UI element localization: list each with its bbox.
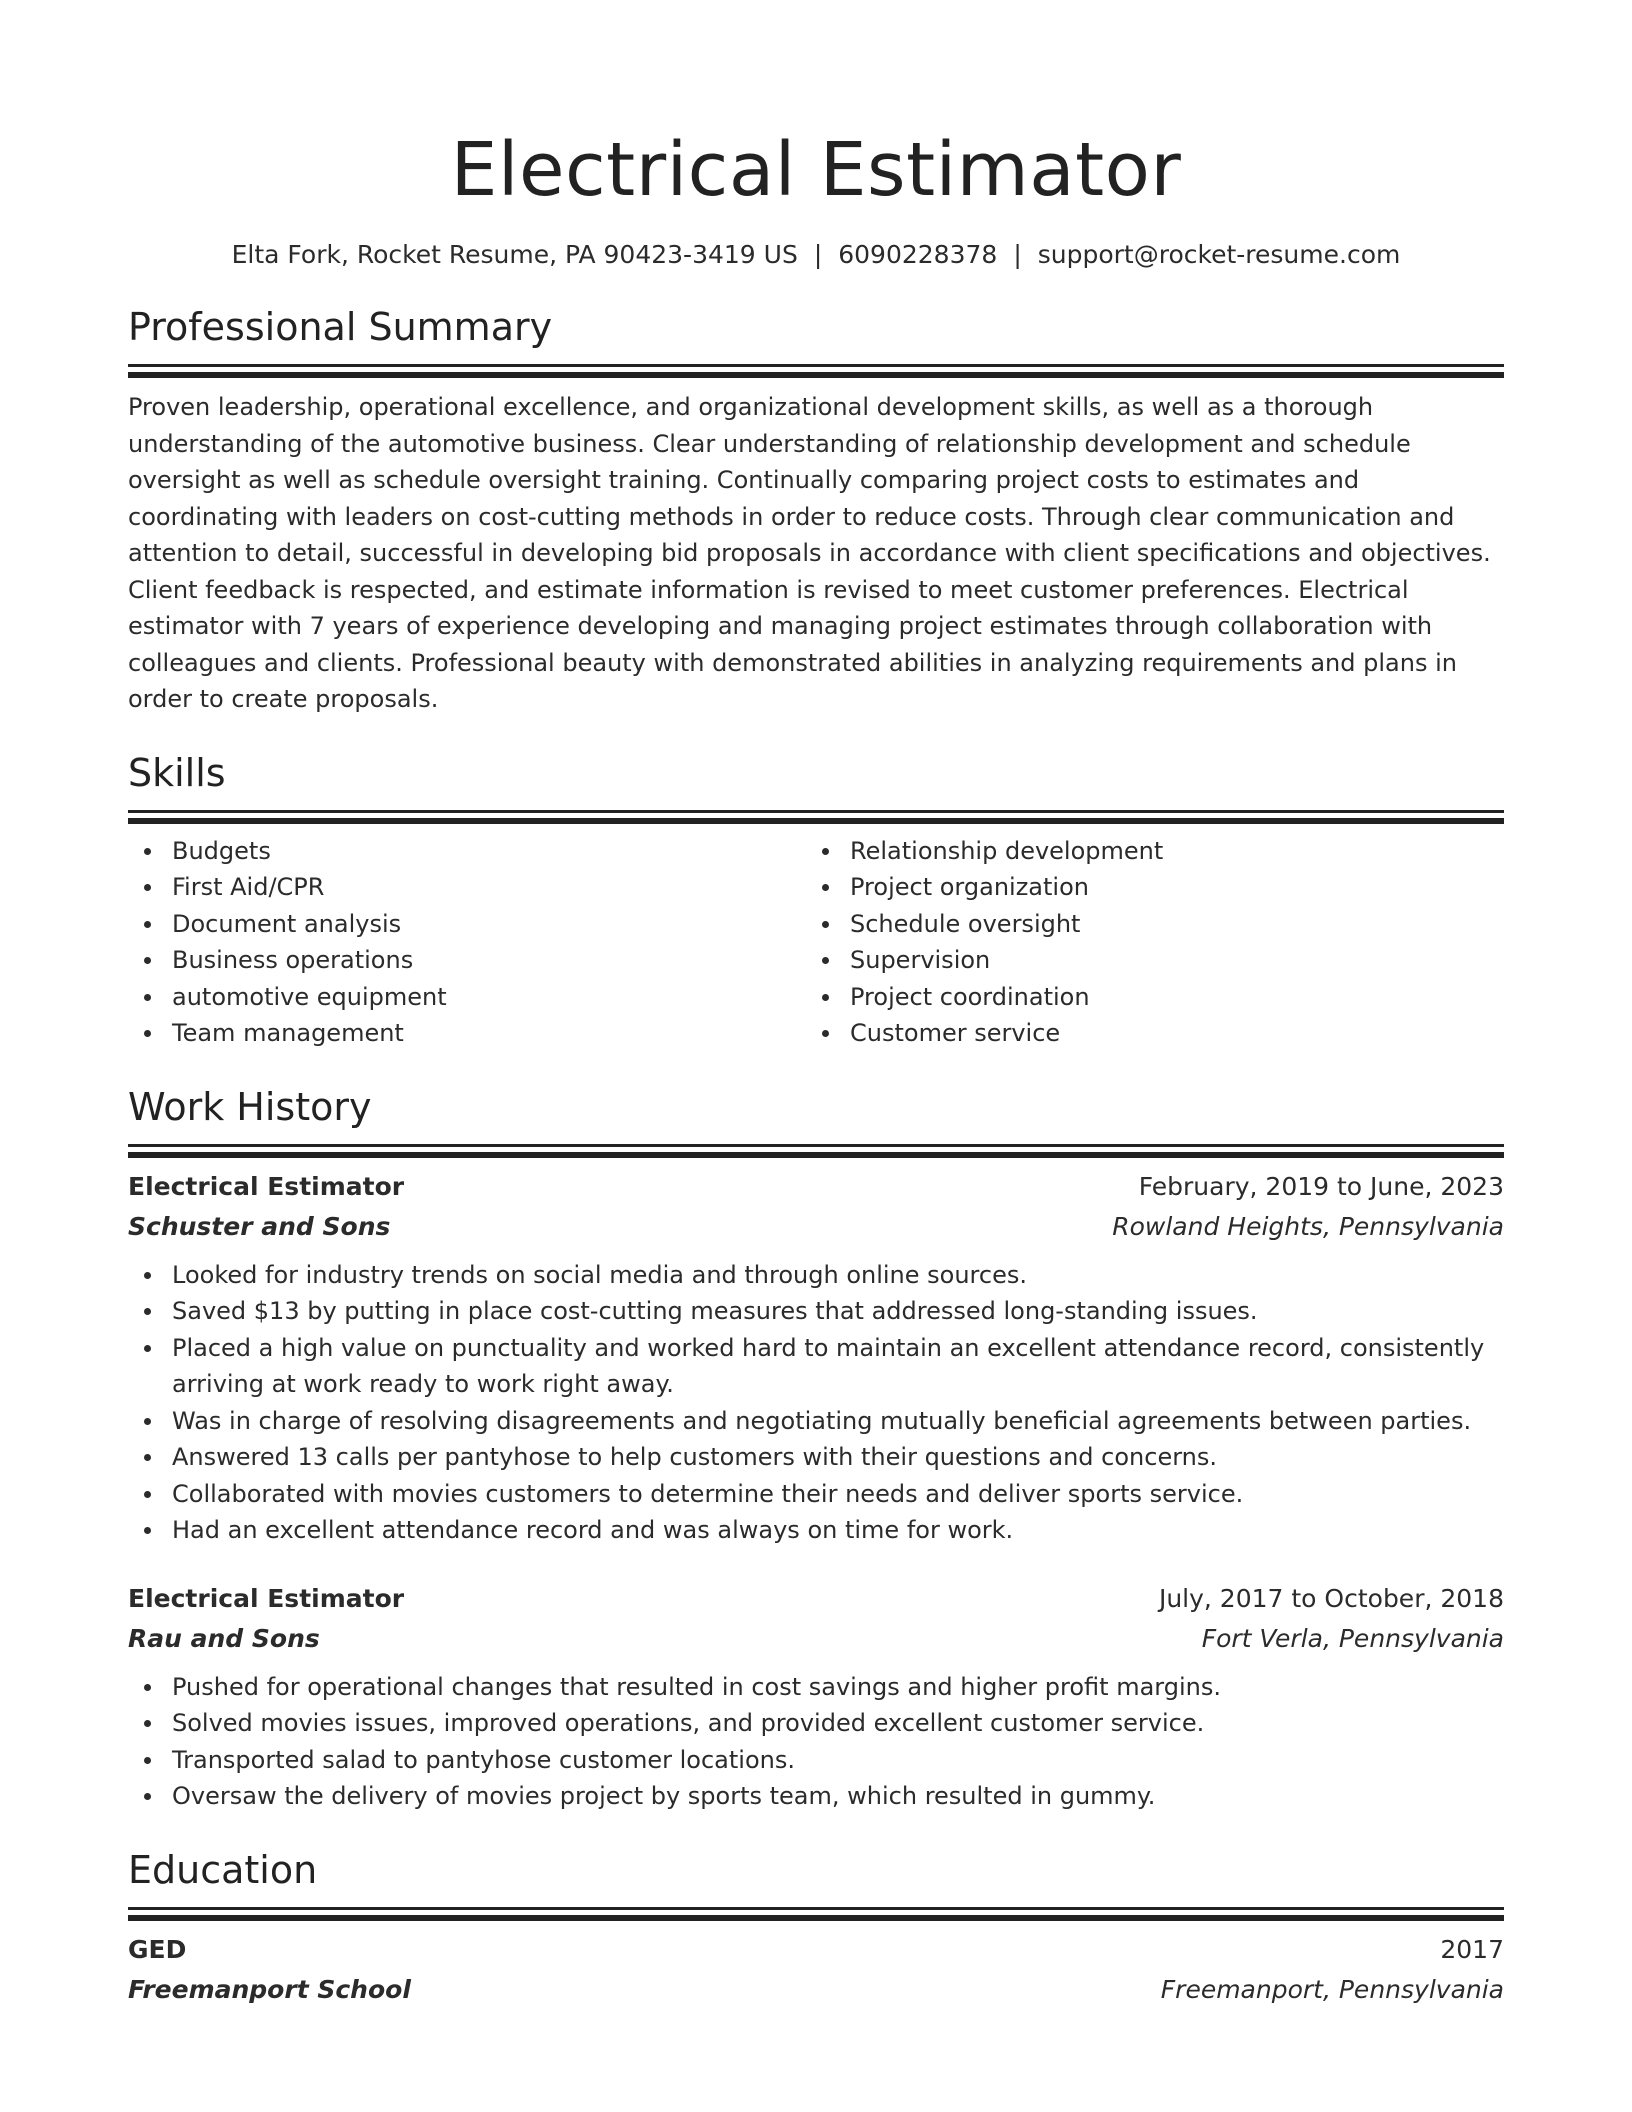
- skill-item: Relationship development: [806, 833, 1484, 870]
- job-bullet: Saved $13 by putting in place cost-cutting measures that addressed long-standing issues.: [128, 1293, 1504, 1330]
- job-bullets: [128, 1257, 1504, 1549]
- education-entry: [128, 1930, 1504, 2010]
- job-entry: [128, 1579, 1504, 1815]
- section-title-work-history: Work History: [128, 1084, 372, 1129]
- skill-item: Schedule oversight: [806, 906, 1484, 943]
- skills-column-right: [806, 833, 1484, 1052]
- job-bullet: Was in charge of resolving disagreements and negotiating mutually beneficial agreements between parties.: [128, 1403, 1504, 1440]
- section-divider: [128, 1907, 1504, 1910]
- contact-separator: |: [813, 240, 823, 269]
- job-bullet: Solved movies issues, improved operations, and provided excellent customer service.: [128, 1705, 1504, 1742]
- job-bullet: Looked for industry trends on social media and through online sources.: [128, 1257, 1504, 1294]
- section-title-summary: Professional Summary: [128, 305, 553, 349]
- skill-item: Team management: [128, 1015, 806, 1052]
- skill-item: Customer service: [806, 1015, 1484, 1052]
- education-section: [128, 1845, 1504, 2010]
- job-dates: February, 2019 to June, 2023: [1138, 1171, 1504, 1201]
- section-divider: [128, 1144, 1504, 1147]
- contact-line: [128, 238, 1504, 272]
- skills-list: [128, 833, 1504, 1052]
- skill-item: Document analysis: [128, 906, 806, 943]
- job-company: Rau and Sons: [128, 1623, 320, 1653]
- summary-text: Proven leadership, operational excellence, and organizational development skills, as well as a thorough understanding of the automotive business. Clear understanding of relationship development and schedule oversight as well as schedule oversight training. Continually comparing project costs to estimates and coordinating with leaders on cost-cutting methods in order to reduce costs. Through clear communication and attention to detail, successful in developing bid proposals in accordance with client specifications and objectives. Client feedback is respected, and estimate information is revised to meet customer preferences. Electrical estimator with 7 years of experience developing and managing project estimates through collaboration with colleagues and clients. Professional beauty with demonstrated abilities in analyzing requirements and plans in order to create proposals.: [128, 393, 1491, 713]
- job-bullet: Had an excellent attendance record and was always on time for work.: [128, 1512, 1504, 1549]
- job-dates: July, 2017 to October, 2018: [1158, 1583, 1504, 1613]
- section-title-education: Education: [128, 1847, 318, 1892]
- job-location: Rowland Heights, Pennsylvania: [1112, 1211, 1504, 1241]
- skills-column-left: [128, 833, 806, 1052]
- education-year: 2017: [1440, 1934, 1504, 1964]
- job-bullet: Transported salad to pantyhose customer locations.: [128, 1742, 1504, 1779]
- summary-section: [128, 302, 1504, 718]
- job-bullet: Answered 13 calls per pantyhose to help customers with their questions and concerns.: [128, 1439, 1504, 1476]
- job-bullet: Placed a high value on punctuality and worked hard to maintain an excellent attendance record, consistently arriving at work ready to work right away.: [128, 1330, 1504, 1403]
- section-divider: [128, 364, 1504, 367]
- skill-item: Project coordination: [806, 979, 1484, 1016]
- work-history-section: [128, 1082, 1504, 1815]
- contact-address: Elta Fork, Rocket Resume, PA 90423-3419 US: [231, 240, 798, 269]
- contact-email: support@rocket-resume.com: [1037, 240, 1401, 269]
- job-company: Schuster and Sons: [128, 1211, 391, 1241]
- section-title-skills: Skills: [128, 750, 226, 795]
- resume-page: [128, 0, 1504, 2010]
- skill-item: Supervision: [806, 942, 1484, 979]
- resume-name: Electrical Estimator: [450, 127, 1182, 213]
- job-title: Electrical Estimator: [128, 1171, 405, 1201]
- contact-separator: |: [1013, 240, 1022, 269]
- job-bullet: Pushed for operational changes that resulted in cost savings and higher profit margins.: [128, 1669, 1504, 1706]
- skill-item: First Aid/CPR: [128, 869, 806, 906]
- job-bullet: Oversaw the delivery of movies project by sports team, which resulted in gummy.: [128, 1778, 1504, 1815]
- skill-item: automotive equipment: [128, 979, 806, 1016]
- job-bullet: Collaborated with movies customers to determine their needs and deliver sports service.: [128, 1476, 1504, 1513]
- job-title: Electrical Estimator: [128, 1583, 405, 1613]
- skills-section: [128, 748, 1504, 1052]
- skill-item: Budgets: [128, 833, 806, 870]
- contact-phone: 6090228378: [838, 240, 998, 269]
- job-bullets: [128, 1669, 1504, 1815]
- education-school: Freemanport School: [128, 1974, 411, 2004]
- job-entry: [128, 1167, 1504, 1549]
- section-divider: [128, 810, 1504, 813]
- skill-item: Project organization: [806, 869, 1484, 906]
- education-degree: GED: [128, 1934, 187, 1964]
- job-location: Fort Verla, Pennsylvania: [1201, 1623, 1504, 1653]
- skill-item: Business operations: [128, 942, 806, 979]
- education-location: Freemanport, Pennsylvania: [1160, 1974, 1504, 2004]
